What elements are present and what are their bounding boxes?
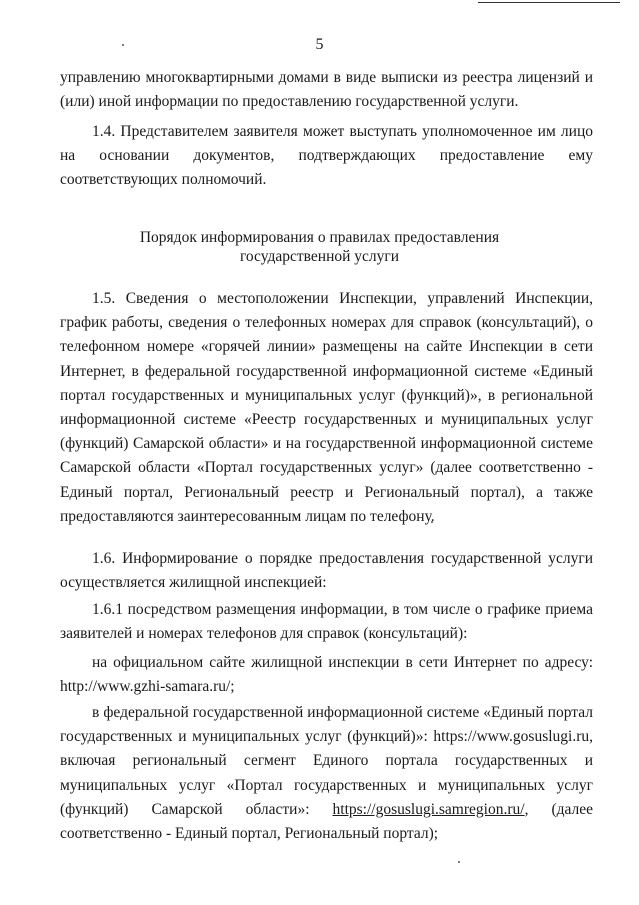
paragraph-1-6: 1.6. Информирование о порядке предоставления государственной услуги осуществляется жилищной инспекцией: bbox=[60, 550, 593, 592]
federal-line-suffix: , (далее bbox=[524, 800, 593, 818]
scan-speck bbox=[458, 861, 460, 863]
paragraph-federal-system-tail: соответственно - Единый портал, Региональный портал); bbox=[60, 825, 439, 843]
paragraph-federal-system-text: в федеральной государственной информационной системе «Единый портал государственных и муниципальных услуг (функций)»: https://www.gosuslugi.ru, включая региональный сегмент Единого портала государственных и муниципальных услуг «Портал государственных и муниципальных услуг bbox=[60, 704, 593, 794]
paragraph-1-4: 1.4. Представителем заявителя может выступать уполномоченное им лицо на основании документов, подтверждающих предоставление ему соответствующих полномочий. bbox=[60, 123, 593, 189]
section-heading-line-1: Порядок информирования о правилах предоставления bbox=[139, 229, 500, 246]
regional-portal-link[interactable]: https://gosuslugi.samregion.ru/ bbox=[332, 800, 525, 818]
paragraph-1-5: 1.5. Сведения о местоположении Инспекции, управлений Инспекции, график работы, сведения о телефонных номерах для справок (консультаций), о телефонном номере «горячей линии» размещены на сайте Инспекции в сети Интернет, в федеральной государственной информационной системе «Единый портал государственных и муниципальных услуг (функций)», в региональной информационной системе «Реестр государственных и муниципальных услуг (функций) Самарской области» и на государственной информационной системе Самарской области «Портал государственных услуг» (далее соответственно - Единый портал, Региональный реестр и Региональный портал), а также предоставляются заинтересованным лицам по телефону. bbox=[60, 290, 593, 525]
section-heading bbox=[0, 228, 639, 266]
paragraph-federal-system bbox=[60, 701, 593, 846]
page-number: 5 bbox=[315, 36, 324, 53]
section-heading-line-2: государственной услуги bbox=[239, 248, 400, 265]
top-rule bbox=[478, 2, 620, 3]
paragraph-1-6-1: 1.6.1 посредством размещения информации, в том числе о графике приема заявителей и номерах телефонов для справок (консультаций): bbox=[60, 601, 593, 643]
paragraph-continuation: управлению многоквартирными домами в виде выписки из реестра лицензий и (или) иной информации по предоставлению государственной услуги. bbox=[60, 69, 593, 111]
paragraph-federal-system-link-line bbox=[60, 798, 593, 822]
paragraph-official-site: на официальном сайте жилищной инспекции в сети Интернет по адресу: http://www.gzhi-samara.ru/; bbox=[60, 654, 593, 696]
federal-line-prefix: (функций) Самарской области»: bbox=[60, 800, 310, 818]
